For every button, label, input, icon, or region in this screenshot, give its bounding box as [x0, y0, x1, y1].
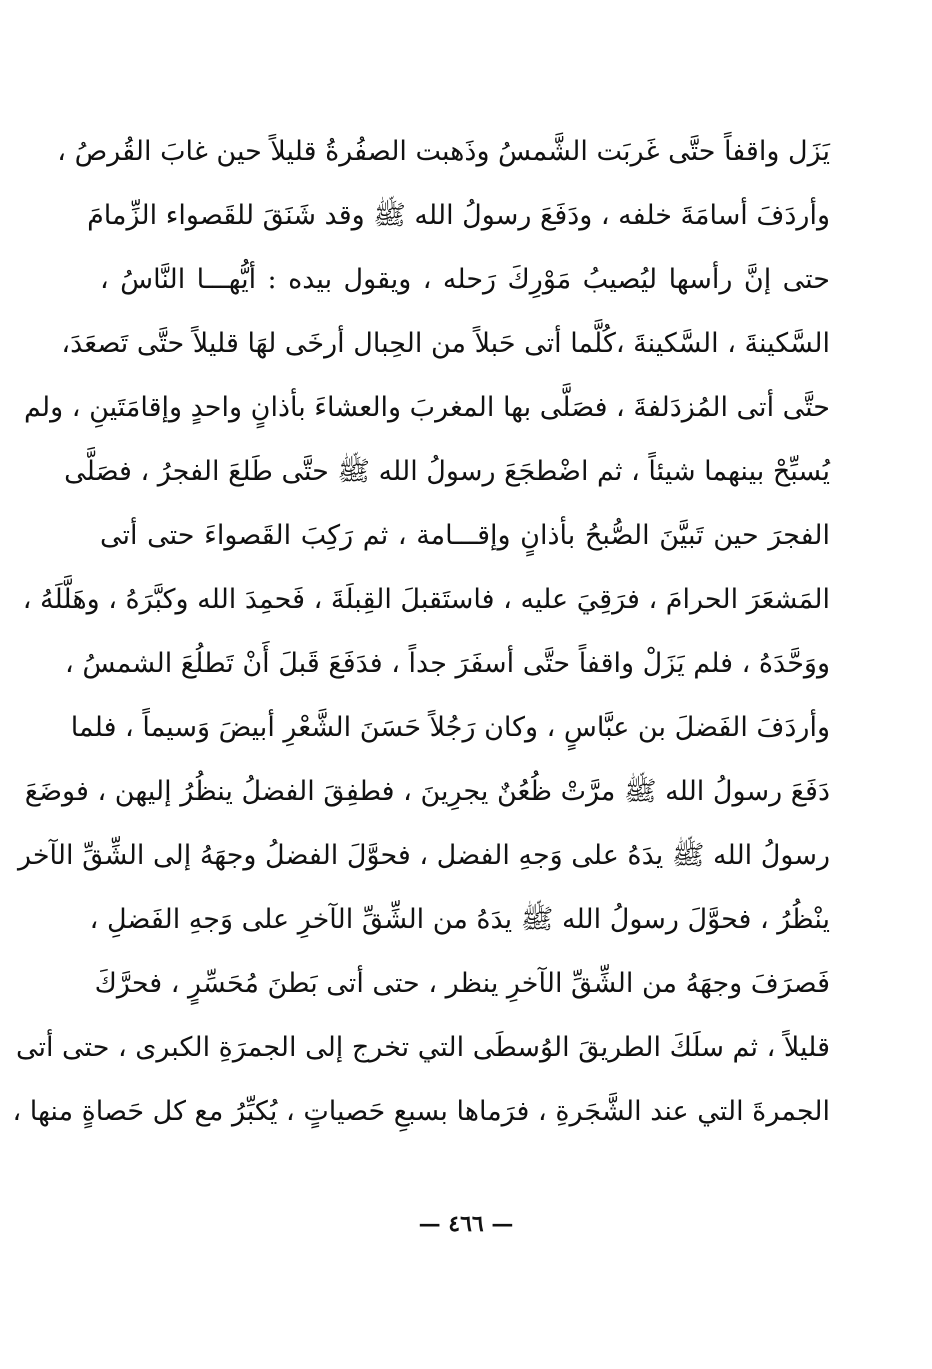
text-line: الجمرةَ التي عند الشَّجَرةِ ، فرَماها بسبعِ حَصياتٍ ، يُكبِّرُ مع كل حَصاةٍ منها ،: [12, 1096, 830, 1127]
text-line: السَّكينةَ ، السَّكينةَ ،كُلَّما أتى حَبلاً من الحِبال أرخَى لهَا قليلاً حتَّى تَصعَدَ،: [61, 328, 830, 359]
text-line: قليلاً ، ثم سلَكَ الطريقَ الوُسطَى التي تخرج إلى الجمرَةِ الكبرى ، حتى أتى: [15, 1032, 830, 1063]
text-line: يُسبِّحْ بينهما شيئاً ، ثم اضْطجَعَ رسولُ الله ﷺ حتَّى طَلعَ الفجرُ ، فصَلَّى: [64, 456, 830, 487]
body-text: [12, 120, 830, 1144]
page-number: — ٤٦٦ —: [418, 1211, 514, 1237]
text-line: ينْظُرُ ، فحوَّلَ رسولُ الله ﷺ يدَهُ من الشِّقِّ الآخرِ على وَجهِ الفَضلِ ،: [89, 904, 830, 935]
text-line: حتى إنَّ رأسها ليُصيبُ مَوْرِكَ رَحله ، ويقول بيده : أيُّهـــا النَّاسُ ،: [100, 264, 830, 295]
text-line: يَزَل واقفاً حتَّى غَربَت الشَّمسُ وذَهبت الصفُرةُ قليلاً حين غابَ القُرصُ ،: [57, 136, 830, 167]
text-line: ووَحَّدَهُ ، فلم يَزَلْ واقفاً حتَّى أسفَرَ جداً ، فدَفَعَ قَبلَ أَنْ تَطلُعَ الشمسُ ،: [65, 648, 830, 679]
text-line: فَصرَفَ وجهَهُ من الشِّقِّ الآخرِ ينظر ، حتى أتى بَطنَ مُحَسِّرٍ ، فحرَّكَ: [94, 968, 830, 999]
text-line: حتَّى أتى المُزدَلفةَ ، فصَلَّى بها المغربَ والعشاءَ بأذانٍ واحدٍ وإقامَتَينِ ، ولم: [23, 392, 830, 423]
text-line: دَفَعَ رسولُ الله ﷺ مرَّتْ ظُعُنٌ يجرِينَ ، فطفِقَ الفضلُ ينظُرُ إليهن ، فوضَعَ: [24, 776, 830, 807]
text-line: المَشعَرَ الحرامَ ، فرَقِيَ عليه ، فاستَقبلَ القِبلَةَ ، فَحمِدَ الله وكبَّرَهُ ، وهَلَّلَهُ ،: [22, 584, 830, 615]
text-line: وأردَفَ الفَضلَ بن عبَّاسٍ ، وكان رَجُلاً حَسَنَ الشَّعْرِ أبيضَ وَسيماً ، فلما: [70, 712, 830, 743]
text-line: رسولُ الله ﷺ يدَهُ على وَجهِ الفضل ، فحوَّلَ الفضلُ وجهَهُ إلى الشِّقِّ الآخر: [17, 840, 830, 871]
text-line: الفجرَ حين تَبيَّنَ الصُّبحُ بأذانٍ وإقـــامة ، ثم رَكِبَ القَصواءَ حتى أتى: [100, 520, 830, 551]
text-line: وأردَفَ أسامَةَ خلفه ، ودَفَعَ رسولُ الله ﷺ وقد شَنَقَ للقَصواء الزِّمامَ: [87, 200, 830, 231]
